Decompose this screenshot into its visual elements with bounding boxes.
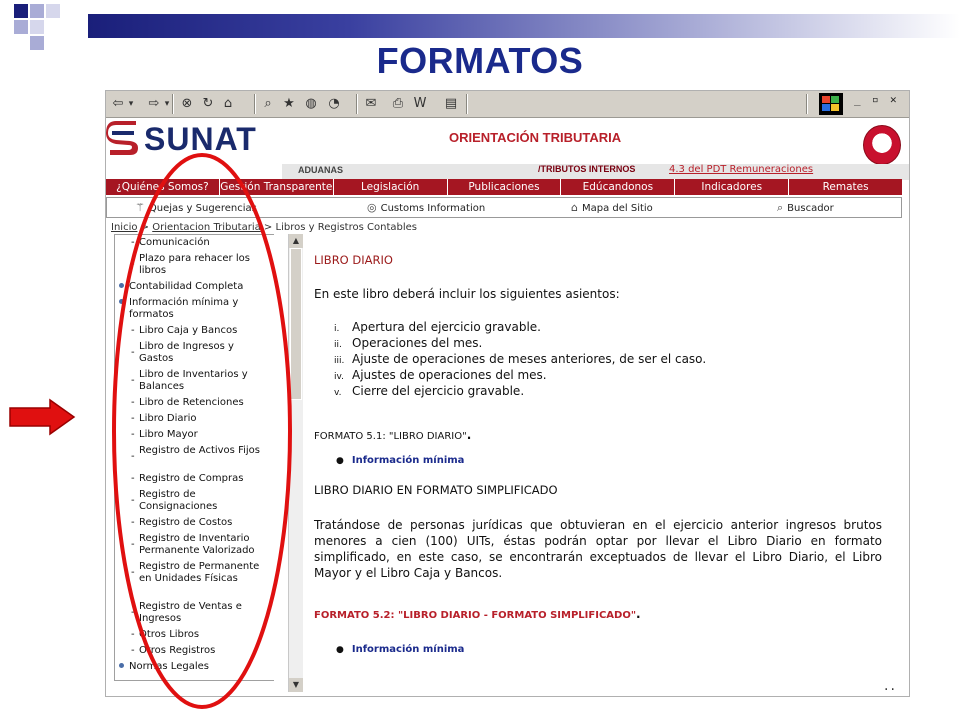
dash-icon: - [131,325,135,336]
home-icon[interactable]: ⌂ [223,96,233,111]
pointer-arrow-icon [8,398,76,436]
list-item-text: Ajuste de operaciones de meses anteriores, de ser el caso. [352,352,707,366]
favorites-icon[interactable]: ★ [283,96,295,111]
info-minima-2[interactable] [336,637,464,656]
slide-header-bar [88,14,960,38]
nav-item-1[interactable]: Gestión Transparente [220,181,333,193]
nav-item-3[interactable]: Publicaciones [447,179,561,195]
nav-item-2[interactable]: Legislación [333,179,447,195]
list-item [334,336,482,350]
sidebar-item-label: Contabilidad Completa [129,281,244,292]
list-numeral: iv. [334,372,344,382]
sidebar-item-label: Libro de Ingresos y Gastos [139,341,234,364]
formato-5-1 [314,424,471,443]
formato-5-1-dot: . [466,428,472,442]
mapa-icon: ⌂ [571,201,578,214]
toolbar-separator [806,94,808,114]
dash-icon: - [131,451,135,462]
nav-item-5[interactable]: Indicadores [674,179,788,195]
sidebar-item-label: Libro Mayor [139,429,198,440]
sidebar-item-label: Información mínima y formatos [129,297,239,320]
mail-icon[interactable]: ✉ [365,96,377,111]
breadcrumb-separator: > [263,222,273,233]
search-icon[interactable]: ⌕ [264,96,272,111]
bullet-icon: ● [336,456,344,466]
dash-icon: - [131,629,135,640]
sidebar-item-label: Registro de Costos [139,517,233,528]
list-item [334,384,524,398]
dash-icon: - [131,429,135,440]
slide-title: FORMATOS [376,40,584,81]
list-numeral: i. [334,324,340,334]
sidebar-item-label: Otros Libros [139,629,200,640]
subnav-buscador-label: Buscador [787,203,834,214]
print-icon[interactable]: ⎙ [392,96,404,111]
breadcrumb-inicio[interactable]: Inicio [111,222,138,233]
sunat-logo-text: SUNAT [144,121,257,157]
toolbar-separator [356,94,358,114]
sidebar-item-label: Registro de Compras [139,473,244,484]
info-minima-1[interactable] [336,448,464,467]
info-minima-1-link[interactable]: Información mínima [351,455,465,466]
sidebar-item-label: Registro de Permanente en Unidades Físicas [139,561,260,584]
toolbar-separator [466,94,468,114]
dash-icon: - [131,397,135,408]
customs-icon: ◎ [367,201,377,214]
forward-icon[interactable]: ⇨ [148,96,160,111]
minimize-icon[interactable]: _ [854,93,861,106]
subnav-quejas-label: Quejas y Sugerencias [148,203,257,214]
dash-icon: - [131,517,135,528]
list-item [334,352,706,366]
list-item-text: Ajustes de operaciones del mes. [352,368,547,382]
dash-icon: - [131,495,135,506]
media-icon[interactable]: ◍ [305,96,317,111]
heading-libro-diario: LIBRO DIARIO [314,253,393,267]
breadcrumb-current: Libros y Registros Contables [275,222,417,233]
section-heading: ORIENTACIÓN TRIBUTARIA [449,130,622,145]
sidebar-item-label: Normas Legales [129,661,209,672]
dash-icon: - [131,539,135,550]
sidebar-item-label: Libro de Retenciones [139,397,244,408]
list-item-text: Apertura del ejercicio gravable. [352,320,541,334]
sidebar-item-label: Libro de Inventarios y Balances [139,369,248,392]
list-numeral: ii. [334,340,342,350]
dropdown-icon[interactable]: ▾ [164,99,170,109]
toolbar-separator [172,94,174,114]
dash-icon: - [131,473,135,484]
bullet-icon: ● [336,645,344,655]
formato-5-2-dot: . [636,607,641,621]
dash-icon: - [131,645,135,656]
toolbar-separator [254,94,256,114]
subnav-customs[interactable] [367,201,485,214]
dropdown-icon[interactable]: ▾ [128,99,134,109]
nav-item-4[interactable]: Edúcandonos [560,179,674,195]
edit-icon[interactable]: W [413,96,427,111]
asientos-list [314,320,892,404]
dash-icon: - [131,347,135,358]
close-icon[interactable]: ✕ [890,93,897,106]
formato-5-1-label: FORMATO 5.1: "LIBRO DIARIO" [314,431,467,442]
subnav-mapa[interactable] [571,201,653,214]
dash-icon: - [131,413,135,424]
list-item-text: Cierre del ejercicio gravable. [352,384,525,398]
sidebar-item-label: Libro Diario [139,413,197,424]
sidebar-item-label: Plazo para rehacer los libros [139,253,250,276]
dash-icon: - [131,607,135,618]
sidebar-item-label: Registro de Consignaciones [139,489,218,512]
stop-icon[interactable]: ⊗ [181,96,193,111]
quejas-icon: ⚚ [135,201,145,214]
dash-icon: - [131,237,135,248]
back-icon[interactable]: ⇦ [112,96,124,111]
list-item [334,368,547,382]
sidebar-item-label: Libro Caja y Bancos [139,325,238,336]
breadcrumb-orientacion[interactable]: Orientacion Tributaria [152,222,261,233]
formato-simplificado-text: Tratándose de personas jurídicas que obtuvieran en el ejercicio anterior ingresos brutos menores a cien (100) UITs, éstas podrán optar por llevar el Libro Diario en formato simplificado, en este caso, se encontrarán exceptuados de llevar el Libro Diario, el Libro Mayor y el Libro Caja y Bancos. [314,518,882,580]
discuss-icon[interactable]: ▤ [444,96,458,111]
nav-item-0[interactable]: ¿Quiénes Somos? [116,181,209,193]
subnav-buscador[interactable] [777,201,834,215]
browser-toolbar [106,91,909,118]
sidebar-item-label: Comunicación [139,237,210,248]
formato-5-2-label: FORMATO 5.2: "LIBRO DIARIO - FORMATO SIMPLIFICADO" [314,610,637,621]
slide-footer: .. [884,678,897,694]
intro-text: En este libro deberá incluir los siguientes asientos: [314,287,620,301]
dash-icon: - [131,567,135,578]
scroll-up-icon[interactable]: ▲ [289,234,303,248]
scroll-down-icon[interactable]: ▼ [289,678,303,692]
formato-5-2 [314,603,641,622]
buscador-icon: ⌕ [777,201,784,214]
highlight-ellipse [107,150,297,712]
tab-aduanas[interactable]: ADUANAS [298,165,343,175]
peru-seal-icon [863,125,901,165]
list-item-text: Operaciones del mes. [352,336,483,350]
restore-icon[interactable]: ▫ [872,93,879,106]
sidebar-item-label: Registro de Ventas e Ingresos [139,601,242,624]
sidebar-item-label: Registro de Activos Fijos [139,445,260,456]
dash-icon: - [131,259,135,270]
tab-tributos-internos[interactable]: /TRIBUTOS INTERNOS [538,164,636,174]
subnav-mapa-label: Mapa del Sitio [581,203,653,214]
list-numeral: iii. [334,356,345,366]
history-icon[interactable]: ◔ [328,96,340,111]
dash-icon: - [131,375,135,386]
tab-tributos-label: TRIBUTOS INTERNOS [540,164,636,174]
heading-formato-simplificado: LIBRO DIARIO EN FORMATO SIMPLIFICADO [314,483,558,497]
list-item [334,320,541,334]
list-numeral: v. [334,388,342,398]
refresh-icon[interactable]: ↻ [202,96,214,111]
info-minima-2-link[interactable]: Información mínima [351,644,465,655]
subnav-customs-label: Customs Information [380,203,486,214]
breadcrumb-separator: > [140,222,150,233]
windows-logo-icon [819,93,843,115]
pdt-remuneraciones-link[interactable]: 4.3 del PDT Remuneraciones [669,164,814,175]
sidebar-item-label: Otros Registros [139,645,216,656]
sidebar-item-label: Registro de Inventario Permanente Valorizado [139,533,255,556]
nav-item-6[interactable]: Remates [788,179,902,195]
